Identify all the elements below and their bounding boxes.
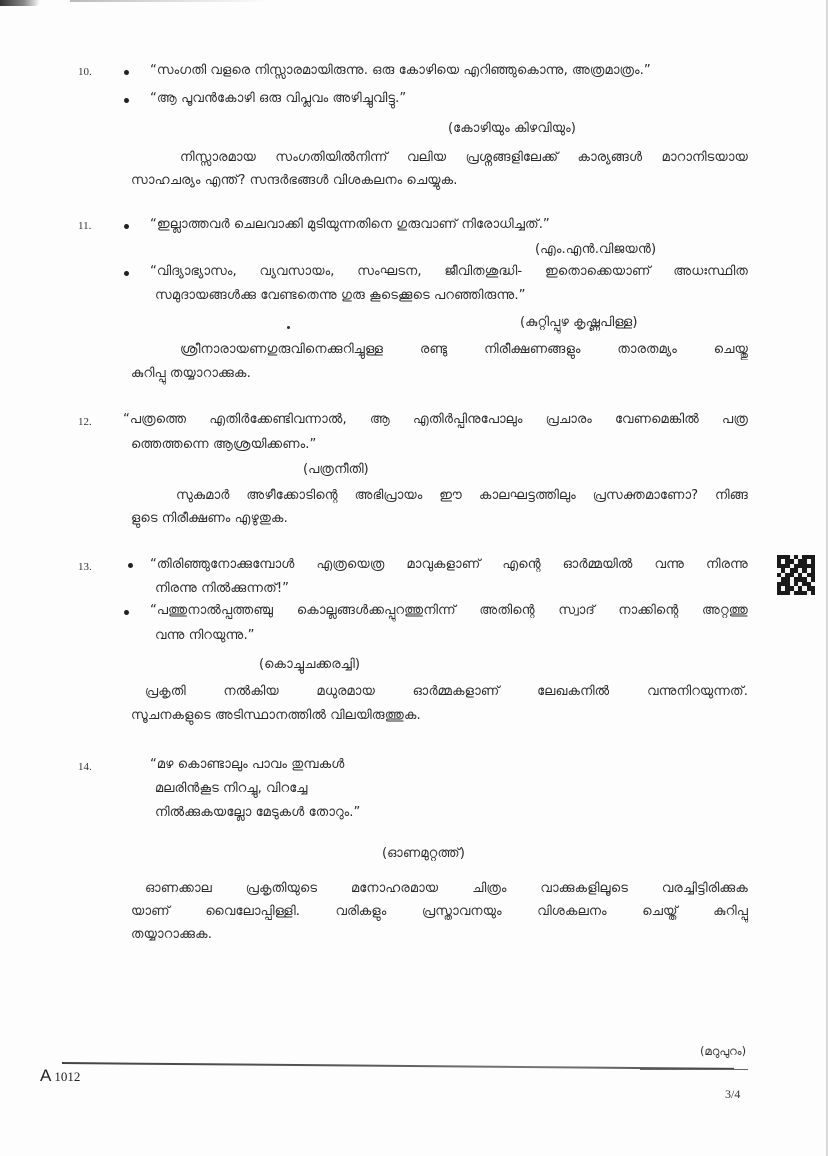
footer-divider-end [640,1069,748,1070]
quote-line: “സംഗതി വളരെ നിസ്സാരമായിരുന്നു. ഒരു കോഴിയെ എറിഞ്ഞുകൊന്നു, അത്രമാത്രം.” [150,63,651,78]
paper-code-prefix: A [40,1066,52,1085]
bullet-icon [124,271,129,276]
quote-line: “ഇല്ലാത്തവർ ചെലവാക്കി മുടിയുന്നതിനെ ഗുരുവാണ് നിരോധിച്ചത്.” [150,217,550,232]
quote-line: വന്നു നിറയുന്നു.” [155,628,255,643]
question-prompt: നിസ്സാരമായ സംഗതിയിൽനിന്ന് വലിയ പ്രശ്നങ്ങളിലേക്ക് കാര്യങ്ങൾ മാറാനിടയായ [180,150,748,165]
quote-line: നിരന്നു നിൽക്കുന്നത്!” [155,581,289,596]
footer-divider [62,1062,734,1070]
question-number: 13. [78,561,92,573]
question-prompt: സുകുമാർ അഴീക്കോടിന്റെ അഭിപ്രായം ഈ കാലഘട്ടത്തിലും പ്രസക്തമാണോ? നിങ്ങ [176,488,748,503]
question-number: 12. [78,416,92,428]
poem-line: “മഴ കൊണ്ടാലും പാവം തുമ്പകൾ [150,757,345,772]
poem-line: മലരിൻകൂട നിറച്ചു, വിറച്ചേ [155,781,308,796]
quote-source: (എം.എൻ.വിജയൻ) [535,242,657,257]
quote-line: “തിരിഞ്ഞുനോക്കുമ്പോൾ എത്രയെത്ര മാവുകളാണ് എന്റെ ഓർമ്മയിൽ വന്നു നിരന്നു [150,557,748,572]
question-prompt: സൂചനകളുടെ അടിസ്ഥാനത്തിൽ വിലയിരുത്തുക. [131,708,421,723]
question-prompt: തയ്യാറാക്കുക. [131,927,212,942]
quote-source: (കോഴിയും കിഴവിയും) [448,121,576,136]
scan-artifact-line [70,0,270,2]
quote-line: ത്തെത്തന്നെ ആശ്രയിക്കണം.” [131,437,317,452]
qr-code [777,555,815,595]
question-prompt: കുറിപ്പു തയ്യാറാക്കുക. [131,366,251,381]
quote-line: “പത്രത്തെ എതിർക്കേണ്ടിവന്നാൽ, ആ എതിർപ്പിനുപോലും പ്രചാരം വേണമെങ്കിൽ പത്ര [123,412,748,427]
poem-line: നിൽക്കുകയല്ലോ മേടുകൾ തോറും.” [155,805,361,820]
turn-over-note: (മറുപുറം) [700,1044,747,1058]
bullet-icon [124,610,129,615]
bullet-icon [124,70,129,75]
quote-line: സമുദായങ്ങൾക്കു വേണ്ടതെന്നു ഗുരു കൂടെക്കൂടെ പറഞ്ഞിരുന്നു.” [155,288,526,303]
question-prompt: യാണ് വൈലോപ്പിള്ളി. വരികളും പ്രസ്താവനയും വിശകലനം ചെയ്ത് കുറിപ്പു [131,904,748,919]
question-prompt: സാഹചര്യം എന്ത്? സന്ദർഭങ്ങൾ വിശകലനം ചെയ്യുക. [131,173,458,188]
quote-line: “പത്തുനാൽപ്പത്തഞ്ചു കൊല്ലങ്ങൾക്കപ്പുറത്തുനിന്ന് അതിന്റെ സ്വാദ് നാക്കിന്റെ അറ്റത്തു [150,603,748,618]
question-number: 10. [78,66,92,78]
quote-line: “വിദ്യാഭ്യാസം, വ്യവസായം, സംഘടന, ജീവിതശുദ്ധി- ഇതൊക്കെയാണ് അധഃസ്ഥിത [150,264,748,279]
scan-artifact [0,0,40,6]
paper-code-number: 1012 [54,1069,81,1084]
question-prompt: പ്രകൃതി നൽകിയ മധുരമായ ഓർമ്മകളാണ് ലേഖകനിൽ വന്നുനിറയുന്നത്. [145,684,748,699]
quote-source: (ഓണമുറ്റത്ത്) [382,846,465,861]
paper-code [40,1066,80,1086]
question-number: 11. [78,220,92,232]
page-indicator: 3/4 [725,1087,741,1101]
question-prompt: ളുടെ നിരീക്ഷണം എഴുതുക. [131,511,288,526]
bullet-icon [128,563,133,568]
question-prompt: ശ്രീനാരായണഗുരുവിനെക്കുറിച്ചുള്ള രണ്ടു നിരീക്ഷണങ്ങളും താരതമ്യം ചെയ്തു [180,342,748,357]
scan-dot [287,326,290,329]
quote-source: (പത്രനീതി) [303,462,369,477]
bullet-icon [124,224,129,229]
question-number: 14. [78,761,92,773]
question-prompt: ഓണക്കാല പ്രകൃതിയുടെ മനോഹരമായ ചിത്രം വാക്കുകളിലൂടെ വരച്ചിട്ടിരിക്കുക [145,881,748,896]
quote-line: “ആ പൂവൻകോഴി ഒരു വിപ്ലവം അഴിച്ചുവിട്ടു.” [150,91,407,106]
quote-source: (കുറ്റിപ്പുഴ കൃഷ്ണപിള്ള) [520,315,638,330]
quote-source: (കൊച്ചുചക്കരച്ചി) [259,657,360,672]
bullet-icon [124,98,129,103]
